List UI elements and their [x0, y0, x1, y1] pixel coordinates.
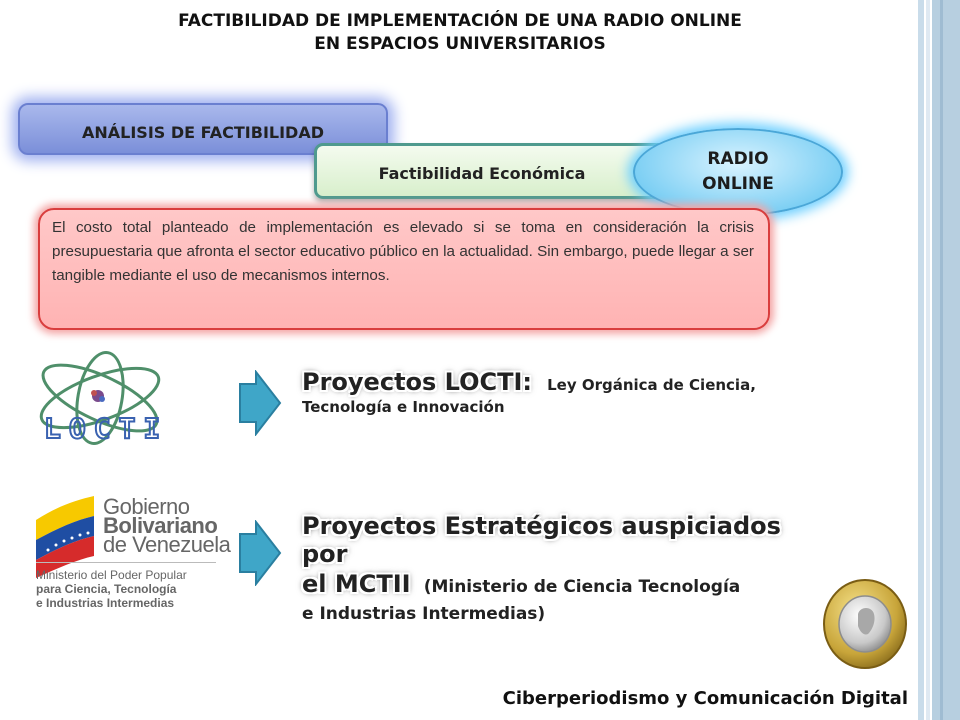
radio-label-line-1: RADIO: [707, 149, 769, 169]
gobierno-logo-text: [103, 494, 231, 557]
radio-label-line-2: ONLINE: [702, 174, 774, 194]
mctii-project: [302, 512, 782, 624]
decorative-border: [926, 0, 930, 720]
gob-line-1: Gobierno: [103, 494, 190, 519]
coin-icon: [822, 578, 908, 670]
ministerio-logo-text: [36, 568, 187, 610]
locti-desc-2: Tecnología e Innovación: [302, 398, 505, 416]
arrow-right-icon: [238, 520, 282, 586]
decorative-border: [918, 0, 924, 720]
mctii-desc-1: (Ministerio de Ciencia Tecnología: [423, 577, 741, 597]
mctii-desc-2: e Industrias Intermedias): [302, 604, 546, 624]
locti-desc-1: Ley Orgánica de Ciencia,: [547, 376, 756, 394]
analisis-label: ANÁLISIS DE FACTIBILIDAD: [82, 123, 324, 142]
gob-sub-2: para Ciencia, Tecnología: [36, 582, 177, 596]
decorative-border: [932, 0, 960, 720]
page-title: [0, 10, 920, 56]
divider: [36, 562, 216, 563]
costo-text: El costo total planteado de implementación es elevado si se toma en consideración la crisis presupuestaria que afronta el sector educativo público en la actualidad. Sin embargo, puede llegar a ser tangible mediante el uso de mecanismos internos.: [52, 219, 754, 284]
footer-text: Ciberperiodismo y Comunicación Digital: [502, 688, 908, 709]
gob-sub-1: Ministerio del Poder Popular: [36, 568, 187, 582]
arrow-right-icon: [238, 370, 282, 436]
radio-online-badge: [633, 128, 843, 216]
decorative-border: [940, 0, 943, 720]
gob-line-2: Bolivariano: [103, 513, 218, 538]
mctii-heading-1: Proyectos Estratégicos auspiciados por: [302, 512, 781, 568]
locti-project: [302, 368, 782, 416]
mctii-heading-2: el MCTII: [302, 570, 411, 598]
title-line-1: FACTIBILIDAD DE IMPLEMENTACIÓN DE UNA RADIO ONLINE: [178, 11, 742, 31]
costo-text-box: [38, 208, 770, 330]
locti-logo-text: LOCTI: [44, 412, 169, 445]
title-line-2: EN ESPACIOS UNIVERSITARIOS: [314, 34, 606, 54]
factibilidad-economica-box: [314, 143, 666, 199]
atom-logo-icon: [30, 350, 198, 450]
locti-heading: Proyectos LOCTI:: [302, 368, 533, 396]
factibilidad-economica-label: Factibilidad Económica: [378, 164, 586, 183]
gob-sub-3: e Industrias Intermedias: [36, 596, 175, 610]
gob-line-3: de Venezuela: [103, 532, 231, 557]
